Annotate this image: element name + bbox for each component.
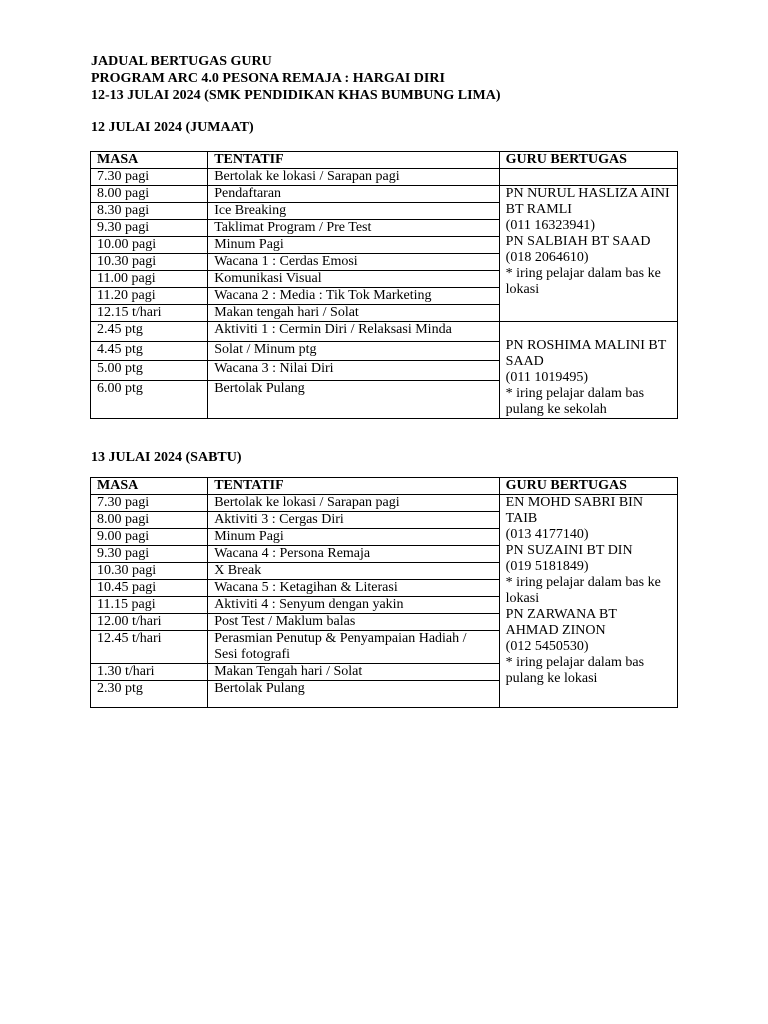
tentatif-cell: Aktiviti 4 : Senyum dengan yakin — [208, 597, 499, 614]
table-header-row — [91, 478, 678, 495]
masa-cell: 12.15 t/hari — [91, 305, 208, 322]
tentatif-cell: Wacana 2 : Media : Tik Tok Marketing — [208, 288, 499, 305]
tentatif-cell: Aktiviti 1 : Cermin Diri / Relaksasi Minda — [208, 322, 499, 342]
guru-note: * iring pelajar dalam bas pulang ke sekolah — [505, 386, 645, 417]
tentatif-cell: Post Test / Maklum balas — [208, 614, 499, 631]
masa-cell: 12.00 t/hari — [91, 614, 208, 631]
tentatif-cell: Wacana 1 : Cerdas Emosi — [208, 254, 499, 271]
day2-schedule-table — [90, 477, 678, 708]
heading-line-1: JADUAL BERTUGAS GURU — [91, 54, 272, 69]
guru-note: * iring pelajar dalam bas ke lokasi — [505, 266, 661, 297]
tentatif-cell: Ice Breaking — [208, 203, 499, 220]
guru-note: * iring pelajar dalam bas ke lokasi — [505, 575, 661, 606]
masa-cell: 1.30 t/hari — [91, 664, 208, 681]
guru-line: (011 1019495) — [505, 370, 588, 385]
guru-line: (011 16323941) — [505, 218, 595, 233]
heading-line-2: PROGRAM ARC 4.0 PESONA REMAJA : HARGAI DIRI — [91, 71, 445, 86]
masa-cell: 9.30 pagi — [91, 546, 208, 563]
guru-bertugas-cell — [499, 186, 677, 322]
tentatif-cell: Aktiviti 3 : Cergas Diri — [208, 512, 499, 529]
masa-cell: 7.30 pagi — [91, 495, 208, 512]
table-row — [91, 186, 678, 203]
guru-empty-cell — [499, 169, 677, 186]
tentatif-cell: Bertolak ke lokasi / Sarapan pagi — [208, 495, 499, 512]
tentatif-cell: Makan tengah hari / Solat — [208, 305, 499, 322]
tentatif-cell: Bertolak Pulang — [208, 681, 499, 708]
guru-line: PN SALBIAH BT SAAD — [505, 234, 651, 249]
guru-line: (019 5181849) — [505, 559, 589, 574]
column-header-guru: GURU BERTUGAS — [499, 152, 677, 169]
column-header-masa: MASA — [91, 152, 208, 169]
masa-cell: 8.00 pagi — [91, 512, 208, 529]
tentatif-cell: Minum Pagi — [208, 529, 499, 546]
guru-line: PN ROSHIMA MALINI BT SAAD — [505, 338, 667, 369]
table-header-row — [91, 152, 678, 169]
guru-bertugas-cell — [499, 322, 677, 419]
masa-cell: 5.00 ptg — [91, 361, 208, 381]
tentatif-cell: Perasmian Penutup & Penyampaian Hadiah / Sesi fotografi — [208, 631, 499, 664]
masa-cell: 10.00 pagi — [91, 237, 208, 254]
column-header-masa: MASA — [91, 478, 208, 495]
masa-cell: 9.30 pagi — [91, 220, 208, 237]
tentatif-cell: Bertolak ke lokasi / Sarapan pagi — [208, 169, 499, 186]
masa-cell: 10.45 pagi — [91, 580, 208, 597]
table-row — [91, 169, 678, 186]
masa-cell: 6.00 ptg — [91, 381, 208, 419]
guru-line: PN ZARWANA BT AHMAD ZINON — [505, 607, 617, 638]
guru-line: PN NURUL HASLIZA AINI BT RAMLI — [505, 186, 670, 217]
tentatif-cell: Solat / Minum ptg — [208, 341, 499, 361]
guru-line: EN MOHD SABRI BIN TAIB — [505, 495, 643, 526]
tentatif-cell: X Break — [208, 563, 499, 580]
guru-line: PN SUZAINI BT DIN — [505, 543, 633, 558]
guru-line: (013 4177140) — [505, 527, 589, 542]
masa-cell: 7.30 pagi — [91, 169, 208, 186]
masa-cell: 8.30 pagi — [91, 203, 208, 220]
day2-title: 13 JULAI 2024 (SABTU) — [91, 450, 242, 465]
tentatif-cell: Taklimat Program / Pre Test — [208, 220, 499, 237]
guru-line: (012 5450530) — [505, 639, 589, 654]
tentatif-cell: Wacana 5 : Ketagihan & Literasi — [208, 580, 499, 597]
day1-title: 12 JULAI 2024 (JUMAAT) — [91, 120, 254, 135]
masa-cell: 10.30 pagi — [91, 563, 208, 580]
masa-cell: 9.00 pagi — [91, 529, 208, 546]
table-row — [91, 495, 678, 512]
masa-cell: 11.15 pagi — [91, 597, 208, 614]
masa-cell: 2.30 ptg — [91, 681, 208, 708]
masa-cell: 2.45 ptg — [91, 322, 208, 342]
guru-line: (018 2064610) — [505, 250, 589, 265]
tentatif-cell: Wacana 3 : Nilai Diri — [208, 361, 499, 381]
masa-cell: 8.00 pagi — [91, 186, 208, 203]
heading-line-3: 12-13 JULAI 2024 (SMK PENDIDIKAN KHAS BUMBUNG LIMA) — [91, 88, 501, 103]
guru-bertugas-cell — [499, 495, 677, 708]
document-heading — [91, 53, 501, 104]
tentatif-cell: Minum Pagi — [208, 237, 499, 254]
column-header-tentatif: TENTATIF — [208, 478, 499, 495]
table-row — [91, 322, 678, 342]
tentatif-cell: Komunikasi Visual — [208, 271, 499, 288]
tentatif-cell: Bertolak Pulang — [208, 381, 499, 419]
masa-cell: 4.45 ptg — [91, 341, 208, 361]
column-header-tentatif: TENTATIF — [208, 152, 499, 169]
masa-cell: 10.30 pagi — [91, 254, 208, 271]
guru-note: * iring pelajar dalam bas pulang ke lokasi — [505, 655, 645, 686]
column-header-guru: GURU BERTUGAS — [499, 478, 677, 495]
masa-cell: 11.00 pagi — [91, 271, 208, 288]
day1-schedule-table — [90, 151, 678, 419]
masa-cell: 12.45 t/hari — [91, 631, 208, 664]
masa-cell: 11.20 pagi — [91, 288, 208, 305]
tentatif-cell: Makan Tengah hari / Solat — [208, 664, 499, 681]
tentatif-cell: Pendaftaran — [208, 186, 499, 203]
tentatif-cell: Wacana 4 : Persona Remaja — [208, 546, 499, 563]
